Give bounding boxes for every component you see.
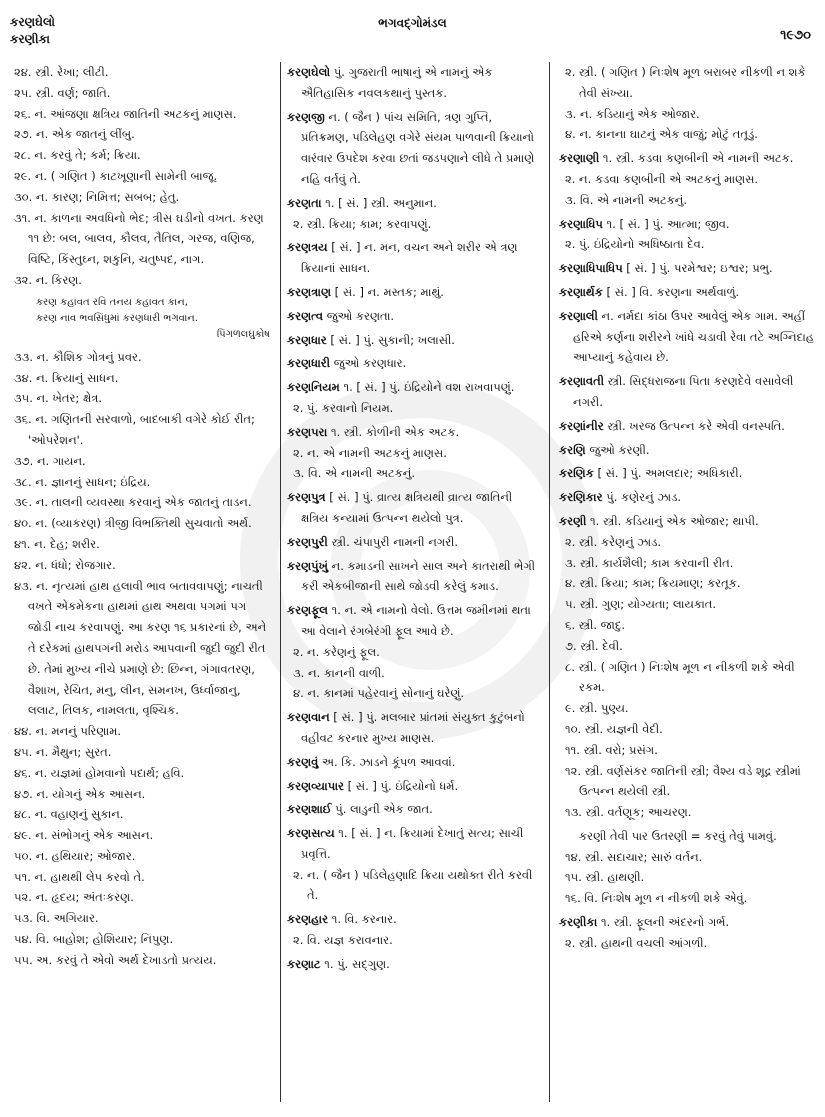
headword: કરણાટ bbox=[287, 956, 321, 971]
dictionary-entry bbox=[287, 193, 541, 235]
page-number: ૧૯૭૦ bbox=[780, 28, 811, 43]
sense-item: ૫૫. અ. કરવું તે એવો અર્થ દેખાડતો પ્રત્યય. bbox=[14, 952, 217, 967]
sub-sense: ૨. સ્ત્રી. ક્રિયા; કામ; કરવાપણું. bbox=[293, 216, 432, 231]
sense-item: ૪૨. ન. ધંધો; રોજગાર. bbox=[14, 557, 116, 572]
headword: કરણી bbox=[559, 513, 587, 528]
quote-source: પિંગળલઘુકોષ bbox=[216, 328, 270, 340]
sense-item: ૨૮. ન. કરવું તે; કર્મ; ક્રિયા. bbox=[14, 148, 141, 163]
dictionary-entry bbox=[287, 330, 541, 351]
definition-text: ૧. સ્ત્રી. કડવા કણબીની એ નામની અટક. bbox=[599, 151, 794, 166]
definition-text: ૧. [ સં. ] ન. ક્રિયામાં દેખાતું સત્ય; સાચી પ્રવૃત્તિ. bbox=[301, 826, 524, 861]
sub-sense: ૧૩. સ્ત્રી. વર્તણૂક; આચરણ. bbox=[565, 805, 692, 820]
sense-item: ૨૭. ન. એક જાતનું લીંબુ. bbox=[14, 127, 135, 142]
definition-text: [ સં. ] ન. મન, વચન અને શરીર એ ત્રણ ક્રિયાનાં સાધન. bbox=[301, 240, 518, 276]
entry-definition bbox=[287, 776, 541, 797]
entry-definition bbox=[287, 193, 541, 214]
dictionary-entry bbox=[287, 306, 541, 327]
dictionary-entry bbox=[559, 62, 815, 145]
headword: કરણપુરી bbox=[287, 534, 328, 549]
sense-item: ૨૬. ન. આંજણા ક્ષત્રિય જાતિની અટકનું માણસ. bbox=[14, 106, 237, 121]
dictionary-entry bbox=[559, 416, 815, 437]
dictionary-entry bbox=[287, 799, 541, 820]
dictionary-entry bbox=[559, 440, 815, 461]
definition-text: સ્ત્રી. ખરજ ઉત્પન્ન કરે એવી વનસ્પતિ. bbox=[603, 418, 785, 433]
entry-definition bbox=[287, 107, 541, 190]
entry-definition bbox=[287, 954, 541, 975]
definition-text: [ સં. ] પું. પરમેશ્વર; ઇશ્વર; પ્રભુ. bbox=[622, 261, 773, 276]
entry-definition bbox=[287, 532, 541, 553]
definition-text: અ. કિ. ઝાડને કૂંપળ આવવાં. bbox=[318, 754, 456, 769]
headword: કરણિકાર bbox=[559, 490, 603, 505]
sub-sense: ૪. ન. કાનમાં પહેરવાનું સોનાનું ઘરેણું. bbox=[293, 686, 465, 701]
entry-definition bbox=[559, 511, 815, 532]
headword: કરણધારી bbox=[287, 356, 331, 371]
dictionary-entry bbox=[287, 487, 541, 529]
sub-sense: ૨. સ્ત્રી. ( ગણિત ) નિઃશેષ મૂળ બરાબર નીકળી ન શકે તેવી સંખ્યા. bbox=[565, 65, 806, 100]
entry-definition bbox=[287, 823, 541, 865]
definition-text: પું. કણેરનું ઝાડ. bbox=[602, 490, 682, 505]
entry-definition bbox=[559, 282, 815, 303]
sub-sense: ૨. ન. કરેણનું ફૂલ. bbox=[293, 644, 380, 659]
entry-definition bbox=[287, 62, 541, 104]
dictionary-entry bbox=[287, 823, 541, 906]
definition-text: ૧. સ્ત્રી. કોળીની એક અટક. bbox=[327, 424, 460, 439]
headword: કરણધાર bbox=[287, 332, 327, 347]
entry-definition bbox=[559, 487, 815, 508]
entry-definition bbox=[287, 556, 541, 598]
sense-item: ૩૯. ન. તાલની વ્યવસ્થા કરવાનું એક જાતનું તાડન. bbox=[14, 495, 252, 510]
definition-text: ૧. [ સં. ] સ્ત્રી. અનુમાન. bbox=[321, 195, 437, 210]
sense-item: ૫૦. ન. હથિયાર; ઓજાર. bbox=[14, 848, 136, 863]
definition-text: ૧. [ સં. ] પું. ઇંદ્રિયોને વશ રાખવાપણું. bbox=[339, 380, 515, 395]
entry-definition bbox=[559, 148, 815, 169]
headword: કરણહાર bbox=[287, 912, 329, 927]
sub-sense: ૧૬. વિ. નિઃશેષ મૂળ ન નીકળી શકે એવું. bbox=[565, 891, 748, 906]
headword: કરણત્રાણ bbox=[287, 284, 332, 299]
headword: કરણઘેલો bbox=[287, 65, 331, 79]
entry-definition bbox=[287, 752, 541, 773]
column-left bbox=[14, 62, 276, 971]
sub-sense: ૬. સ્ત્રી. જાદુ. bbox=[565, 617, 625, 632]
entry-definition bbox=[287, 909, 541, 930]
entry-definition bbox=[559, 258, 815, 279]
sense-item: ૪૭. ન. યોગનું એક આસન. bbox=[14, 786, 146, 801]
sense-item: ૩૭. ન. ગાયન. bbox=[14, 453, 86, 468]
column-right bbox=[553, 62, 815, 957]
page-header bbox=[0, 14, 825, 54]
headword: કરણવ્યાપાર bbox=[287, 778, 344, 793]
sense-item: ૨૪. સ્ત્રી. રેખા; લીટી. bbox=[14, 65, 109, 79]
dictionary-entry bbox=[559, 463, 815, 484]
guide-word-first: કરણઘેલો bbox=[10, 15, 56, 29]
headword: કરણાણી bbox=[559, 151, 600, 166]
sense-item: ૩૨. ન. કિરણ. bbox=[14, 272, 82, 287]
guide-word-last: કરણીકા bbox=[10, 32, 50, 46]
headword: કરણતા bbox=[287, 195, 322, 210]
entry-definition bbox=[287, 377, 541, 398]
headword: કરણસત્ય bbox=[287, 826, 335, 841]
definition-text: [ સં. ] પું. અમલદાર; અધિકારી. bbox=[593, 466, 743, 481]
sub-sense: ૫. સ્ત્રી. ગુણ; યોગ્યતા; લાયકાત. bbox=[565, 597, 717, 612]
definition-text: પું. ગુજરાતી ભાષાનું એ નામનું એક ઐતિહાસિક નવલકથાનું પુસ્તક. bbox=[301, 65, 493, 100]
sub-sense: ૧૧. સ્ત્રી. વરો; પ્રસંગ. bbox=[565, 742, 658, 757]
dictionary-entry bbox=[287, 776, 541, 797]
entry-definition bbox=[559, 463, 815, 484]
sense-item: ૪૩. ન. નૃત્યમાં હાથ હલાવી ભાવ બતાવવાપણું; નાચતી વખતે એકમેકના હાથમાં હાથ અથવા પગમાં પગ જોડી નાચ કરવાપણું. આ કરણ ૧૬ પ્રકારનાં છે, અને તે દરેકમાં હાથપગની મરોડ આપવાની જુદી જુદી રીત છે. તેમાં મુખ્ય નીચે પ્રમાણે છે: છિન્ન, ગંગાવતરણ, વૈશાખ, રેચિત, મનુ, લીન, સમનખ, ઉર્ધ્વાજાનુ, લલાટ, તિલક, નામલતા, વૃશ્ચિક. bbox=[14, 578, 267, 718]
sub-sense: ૨. વિ. યજ્ઞ કરાવનાર. bbox=[293, 933, 393, 948]
sense-item: ૨૯. ન. ( ગણિત ) કાટખૂણાની સામેની બાજૂ. bbox=[14, 168, 218, 183]
sense-item: ૩૦. ન. કારણ; નિમિત્ત; સબબ; હેતુ. bbox=[14, 189, 180, 204]
sub-sense: ૨. ન. ( જૈન ) પડિલેહણાદિ ક્રિયા યથોક્ત રીતે કરવી તે. bbox=[293, 867, 533, 903]
sense-item: ૪૦. ન. (વ્યાકરણ) ત્રીજી વિભક્તિથી સુચવાતો અર્થ. bbox=[14, 516, 252, 531]
headword: કરણવું bbox=[287, 754, 319, 769]
dictionary-entry bbox=[287, 422, 541, 484]
entry-definition bbox=[559, 371, 815, 413]
headword: કરણાર્થક bbox=[559, 284, 603, 299]
headword: કરણપરા bbox=[287, 424, 328, 439]
headword: કરણાવતી bbox=[559, 374, 604, 389]
definition-text: ૧. પું. સદ્ગુણ. bbox=[320, 956, 390, 971]
sub-sense: ૧૦. સ્ત્રી. યજ્ઞની વેદી. bbox=[565, 721, 663, 736]
definition-text: જુઓ કરણતા. bbox=[323, 308, 395, 323]
headword: કરણત્રય bbox=[287, 240, 328, 255]
definition-text: ૧. વિ. કરનાર. bbox=[328, 912, 397, 927]
entry-definition bbox=[287, 799, 541, 820]
quotation bbox=[14, 295, 270, 343]
dictionary-entry bbox=[287, 377, 541, 419]
dictionary-entry bbox=[287, 954, 541, 975]
headword: કરણશાઈ bbox=[287, 802, 332, 817]
sense-item: ૫૩. વિ. અગિયાર. bbox=[14, 911, 99, 926]
definition-text: [ સં. ] પું. સુકાની; ખલાસી. bbox=[326, 332, 455, 347]
headword: કરણત્વ bbox=[287, 308, 324, 323]
definition-text: ન. કમાડની સાખને સાલ અને કાતરાથી ભેગી કરી એકબીજાની સાથે જોડવી કરેલું કમાડ. bbox=[301, 558, 536, 594]
sub-sense: ૨. ન. એ નામની અટકનું માણસ. bbox=[293, 445, 447, 460]
dictionary-entry bbox=[559, 258, 815, 279]
headword: કરણનિયમ bbox=[287, 380, 340, 395]
definition-text: જુઓ કરણધાર. bbox=[330, 356, 407, 371]
sense-item: ૪૬. ન. યજ્ઞમાં હોમવાનો પદાર્થ; હવિ. bbox=[14, 765, 185, 780]
sense-item: ૫૨. ન. હૃદય; અંતઃકરણ. bbox=[14, 890, 134, 905]
sense-item: ૪૧. ન. દેહ; શરીર. bbox=[14, 536, 100, 551]
dictionary-entry bbox=[559, 306, 815, 368]
definition-text: સ્ત્રી. ચંપાપુરી નામની નગરી. bbox=[327, 534, 459, 549]
quote-line: કરણ નાવ ભવસિંધુમાં કરણધારી ભગવાન. bbox=[36, 312, 198, 324]
headword: કરણજી bbox=[287, 109, 325, 124]
headword: કરણપુંખું bbox=[287, 558, 329, 573]
sub-sense: ૩. ન. કડિયાનું એક ઓજાર. bbox=[565, 106, 700, 121]
headword: કરણપુત્ર bbox=[287, 490, 326, 505]
sub-sense: ૨. પું. કરવાનો નિયમ. bbox=[293, 400, 394, 415]
dictionary-entry bbox=[287, 600, 541, 704]
sense-item: ૩૬. ન. ગણિતની સરવાળો, બાદબાકી વગેરે કોઈ રીત; 'ઓપરેશન'. bbox=[14, 412, 255, 447]
sub-sense: ૩. સ્ત્રી. કાર્યશૈલી; કામ કરવાની રીત. bbox=[565, 555, 734, 570]
entry-definition bbox=[287, 707, 541, 749]
dictionary-entry bbox=[559, 847, 815, 909]
dictionary-entry bbox=[559, 282, 815, 303]
entry-definition bbox=[559, 214, 815, 235]
definition-text: સ્ત્રી. સિદ્ધરાજના પિતા કરણદેવે વસાવેલી નગરી. bbox=[573, 374, 794, 409]
definition-text: જુઓ કરણી. bbox=[585, 442, 650, 457]
entry-definition bbox=[559, 440, 815, 461]
headword: કરણાધિપાધિપ bbox=[559, 261, 623, 276]
dictionary-entry bbox=[559, 148, 815, 210]
dictionary-entry bbox=[559, 487, 815, 508]
sub-sense: ૪. ન. કાનના ઘાટનું એક વાજું; મોટું તતૂડું. bbox=[565, 127, 758, 142]
headword: કરણિ bbox=[559, 442, 586, 457]
definition-text: [ સં. ] ન. મસ્તક; માથું. bbox=[331, 284, 444, 299]
definition-text: ૧. સ્ત્રી. કડિયાનું એક ઓજાર; થાપી. bbox=[586, 513, 759, 528]
sense-item: ૩૫. ન. ખેતર; ક્ષેત્ર. bbox=[14, 391, 103, 406]
definition-text: પું. લાડુની એક જાત. bbox=[331, 802, 433, 817]
sense-item: ૪૯. ન. સંભોગનું એક આસન. bbox=[14, 828, 154, 843]
entry-definition bbox=[559, 306, 815, 368]
headword: કરણિક bbox=[559, 466, 594, 481]
dictionary-entry bbox=[287, 282, 541, 303]
definition-text: [ સં. ] પું. વ્રાત્ય ક્ષત્રિયથી વ્રાત્ય જાતિની ક્ષત્રિય કન્યામાં ઉત્પન્ન થયેલો પુત્ર. bbox=[301, 490, 513, 525]
quote-line: કરણ કહાવત રવિ તનય કહાવત કાન, bbox=[36, 296, 188, 308]
entry-definition bbox=[287, 487, 541, 529]
sense-item: ૪૫. ન. મૈથુન; સુરત. bbox=[14, 744, 112, 759]
sub-sense: ૭. સ્ત્રી. દેવી. bbox=[565, 638, 623, 653]
headword: કરણાલી bbox=[559, 308, 598, 323]
definition-text: ૧. ન. એ નામનો વેલો. ઉત્તમ જમીનમાં થતા આ વેલાને રંગબેરંગી ફૂલ આવે છે. bbox=[301, 603, 531, 638]
sense-item: ૩૩. ન. કૌશિક ગોત્રનું પ્રવર. bbox=[14, 349, 142, 364]
definition-text: ૧. સ્ત્રી. ફૂલની અંદરનો ગર્ભ. bbox=[597, 915, 730, 930]
dictionary-entry bbox=[559, 511, 815, 823]
sense-item: ૩૪. ન. ક્રિયાનું સાધન. bbox=[14, 370, 119, 385]
sub-sense: ૪. સ્ત્રી. ક્રિયા; કામ; ક્રિયમાણ; કરતૂક. bbox=[565, 576, 741, 591]
entry-definition bbox=[287, 282, 541, 303]
entry-definition bbox=[287, 330, 541, 351]
sub-sense: ૧૪. સ્ત્રી. સદાચાર; સારું વર્તન. bbox=[565, 849, 703, 864]
sense-item: ૫૪. વિ. બાહોશ; હોશિયાર; નિપુણ. bbox=[14, 932, 174, 947]
sense-item: ૩૮. ન. જ્ઞાનનું સાધન; ઇંદ્રિય. bbox=[14, 474, 151, 489]
sub-sense: ૩. વિ. એ નામની અટકનું. bbox=[565, 192, 688, 207]
dictionary-entry bbox=[287, 532, 541, 553]
dictionary-entry bbox=[559, 371, 815, 413]
sub-sense: ૯. સ્ત્રી. પુણ્ય. bbox=[565, 701, 629, 716]
definition-text: [ સં. ] વિ. કરણના અર્થવાળું. bbox=[602, 284, 740, 299]
sense-item: ૫૧. ન. હાથથી લેપ કરવો તે. bbox=[14, 869, 145, 884]
definition-text: [ સં. ] પું. ઇંદ્રિયોનો ધર્મ. bbox=[343, 778, 459, 793]
headword: કરણવાન bbox=[287, 710, 330, 725]
sub-sense: ૨. ન. કડવા કણબીની એ અટકનું માણસ. bbox=[565, 171, 759, 186]
headword: કરણાંનીર bbox=[559, 418, 604, 433]
entry-definition bbox=[287, 422, 541, 443]
dictionary-entry bbox=[287, 707, 541, 749]
dictionary-entry bbox=[287, 556, 541, 598]
sense-item: ૨૫. સ્ત્રી. વર્ણ; જાતિ. bbox=[14, 85, 111, 100]
dictionary-entry bbox=[287, 752, 541, 773]
sub-sense: ૩. વિ. એ નામની અટકનું. bbox=[293, 466, 416, 481]
dictionary-entry bbox=[287, 62, 541, 104]
sub-sense: ૨. પું. ઇંદ્રિયોનો અધિષ્ઠાતા દેવ. bbox=[565, 237, 705, 252]
dictionary-entry bbox=[559, 912, 815, 954]
entry-definition bbox=[559, 416, 815, 437]
entry-definition bbox=[287, 353, 541, 374]
entry-definition bbox=[287, 600, 541, 642]
dictionary-entry bbox=[287, 237, 541, 279]
headword: કરણાધિપ bbox=[559, 216, 603, 231]
definition-text: ૧. [ સં. ] પું. આત્મા; જીવ. bbox=[602, 216, 730, 231]
definition-text: ન. નર્મદા કાંઠા ઉપર આવેલું એક ગામ. અહીં હરિએ કર્ણના શરીરને ખાંધે ચડાવી રેવા તટે અગ્નિદાહ આપ્યાનું કહેવાય છે. bbox=[573, 308, 815, 365]
sense-item: ૪૪. ન. મનનું પરિણામ. bbox=[14, 724, 121, 739]
sub-sense: ૧૫. સ્ત્રી. હાથણી. bbox=[565, 870, 645, 885]
headword: કરણીકા bbox=[559, 915, 598, 930]
sub-sense: ૩. ન. કાનની વાળી. bbox=[293, 665, 385, 680]
entry-definition bbox=[287, 306, 541, 327]
sense-item: ૪૮. ન. વહાણનું સુકાન. bbox=[14, 807, 124, 822]
dictionary-entry bbox=[287, 107, 541, 190]
sub-sense: ૮. સ્ત્રી. ( ગણિત ) નિઃશેષ મૂળ ન નીકળી શકે એવી રકમ. bbox=[565, 659, 795, 695]
definition-text: ન. ( જૈન ) પાંચ સમિતિ, ત્રણ ગુપ્તિ, પ્રતિક્રમણ, પડિલેહણ વગેરે સંયમ પાળવાની ક્રિયાનો વારંવાર ઉપદેશ કરવા છતાં જડપણાને લીધે તે પ્રમાણે નહિ વર્તવું તે. bbox=[301, 109, 535, 186]
sub-sense: ૨. સ્ત્રી. હાથની વચલી આંગળી. bbox=[565, 935, 708, 950]
entry-definition bbox=[559, 912, 815, 933]
sub-sense: ૨. સ્ત્રી. કરેણનું ઝાડ. bbox=[565, 534, 662, 549]
idiom: કરણી તેવી પાર ઉતરણી = કરવું તેવું પામવું. bbox=[579, 828, 777, 843]
dictionary-entry bbox=[287, 909, 541, 951]
headword: કરણફૂલ bbox=[287, 603, 328, 618]
definition-text: [ સં. ] પું. મલબાર પ્રાંતમાં સંયુક્ત કુટુંબનો વહીવટ કરનાર મુખ્ય માણસ. bbox=[301, 710, 525, 745]
dictionary-title: ભગવદ્ગોમંડલ bbox=[378, 16, 447, 30]
column-middle bbox=[280, 62, 550, 1102]
entry-definition bbox=[287, 237, 541, 279]
dictionary-entry bbox=[287, 353, 541, 374]
sub-sense: ૧૨. સ્ત્રી. વર્ણસંકર જાતિની સ્ત્રી; વૈશ્ય વડે શૂદ્ર સ્ત્રીમાં ઉત્પન્ન થયેલી સ્ત્રી. bbox=[565, 763, 801, 799]
sense-item: ૩૧. ન. કાળના અવધિનો ભેદ; ત્રીસ ઘડીનો વખત. કરણ ૧૧ છે: બલ, બાલવ, કૌલવ, તૈતિલ, ગરજ, વણિજ, વિષ્ટિ, કિંસ્તુઘ્ન, શકુનિ, ચતુષ્પદ, નાગ. bbox=[14, 210, 264, 267]
dictionary-entry bbox=[559, 214, 815, 256]
